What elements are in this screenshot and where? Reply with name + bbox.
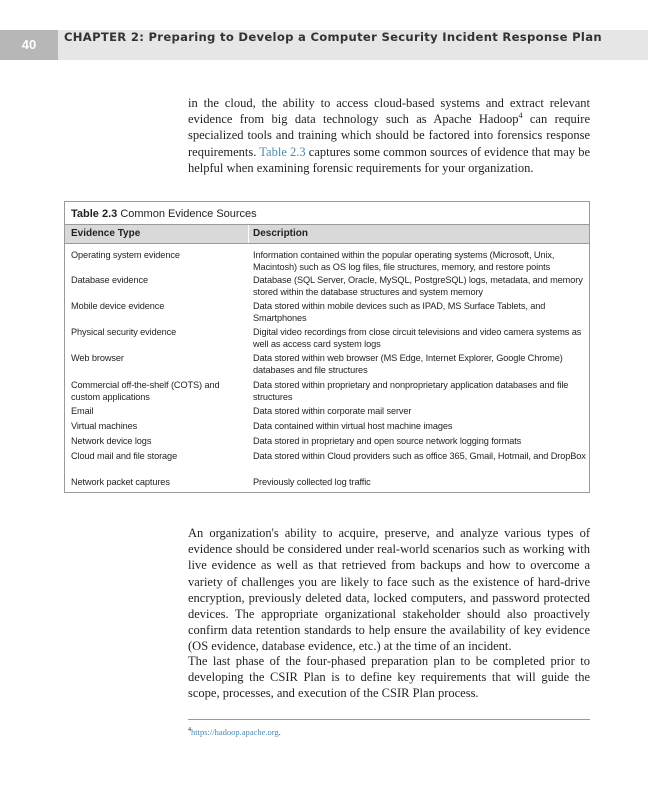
- intro-text-3: captures some common sources of evidence that may be helpful when examining forensic requirements for your organization.: [188, 144, 590, 175]
- table-caption: [71, 208, 257, 220]
- table-cell-type: Physical security evidence: [71, 327, 177, 337]
- table-cell-type: Virtual machines: [71, 421, 138, 431]
- table-cell-description: Previously collected log traffic: [253, 477, 371, 487]
- table-cell-type: Mobile device evidence: [71, 301, 165, 311]
- table-cell-description: Database (SQL Server, Oracle, MySQL, PostgreSQL) logs, metadata, and memory stored within the database structures and system memory: [253, 275, 583, 297]
- table-ref-link[interactable]: Table 2.3: [259, 144, 306, 159]
- table-cell-type: Cloud mail and file storage: [71, 451, 178, 461]
- table-cell-description: Data stored within Cloud providers such as office 365, Gmail, Hotmail, and DropBox: [253, 451, 586, 461]
- table-cell-description: Digital video recordings from close circuit televisions and video camera systems as well as access card system logs: [253, 327, 582, 349]
- header-divider: [248, 225, 249, 243]
- intro-paragraph: [188, 95, 590, 176]
- footnote-number: 4: [188, 727, 191, 734]
- table-cell-type: Commercial off-the-shelf (COTS) and custom applications: [71, 380, 220, 402]
- table-cell-description: Data stored within web browser (MS Edge, Internet Explorer, Google Chrome) databases and file structures: [253, 353, 563, 375]
- table-cell-description: Data stored within mobile devices such as IPAD, MS Surface Tablets, and Smartphones: [253, 301, 546, 323]
- table-cell-type: Database evidence: [71, 275, 148, 285]
- body-paragraph-2: The last phase of the four-phased preparation plan to be completed prior to developing the CSIR Plan is to define key requirements that will guide the scope, processes, and execution of the CSIR Plan process.: [188, 654, 590, 701]
- header-evidence-type: Evidence Type: [71, 228, 141, 239]
- table-cell-description: Data contained within virtual host machine images: [253, 421, 453, 431]
- running-head: [0, 30, 648, 60]
- footnote-marker[interactable]: 4: [518, 111, 523, 121]
- intro-text-2: can require specialized tools and training which should be factored into forensics response requirements.: [188, 112, 590, 159]
- page-number: 40: [0, 30, 58, 60]
- table-cell-type: Network device logs: [71, 436, 152, 446]
- header-description: Description: [253, 228, 309, 239]
- table-cell-type: Email: [71, 406, 94, 416]
- table-label: Table 2.3: [71, 208, 118, 220]
- chapter-title: CHAPTER 2: Preparing to Develop a Computer Security Incident Response Plan: [64, 30, 602, 44]
- table-header-row: [65, 224, 589, 244]
- table-cell-type: Network packet captures: [71, 477, 170, 487]
- footnote-rule: [188, 719, 590, 720]
- intro-text-1: in the cloud, the ability to access cloud-based systems and extract relevant evidence from big data technology such as Apache Hadoop: [188, 96, 590, 127]
- body-paragraph-1: An organization's ability to acquire, preserve, and analyze various types of evidence should be considered under real-world scenarios such as working with live evidence as well as that retrieved from backups and how to overcome a variety of challenges you are likely to face such as the existence of hard-drive encryption, previously deleted data, locked computers, and password protected devices. The appropriate organizational stakeholder should also proactively confirm data retention standards to help ensure the availability of key evidence (OS evidence, database evidence, etc.) at the time of an incident.: [188, 526, 590, 654]
- evidence-sources-table: [64, 201, 590, 493]
- footnote-link[interactable]: https://hadoop.apache.org: [191, 727, 279, 737]
- table-cell-description: Information contained within the popular operating systems (Microsoft, Unix, Macintosh) such as OS log files, file structures, memory, and restore points: [253, 250, 555, 272]
- table-cell-description: Data stored within proprietary and nonproprietary application databases and file structures: [253, 380, 569, 402]
- table-cell-type: Operating system evidence: [71, 250, 180, 260]
- table-cell-type: Web browser: [71, 353, 124, 363]
- footnote-period: .: [278, 727, 281, 737]
- table-cell-description: Data stored within corporate mail server: [253, 406, 412, 416]
- table-caption-text: Common Evidence Sources: [120, 208, 257, 220]
- footnote: [188, 727, 281, 737]
- table-cell-description: Data stored in proprietary and open source network logging formats: [253, 436, 522, 446]
